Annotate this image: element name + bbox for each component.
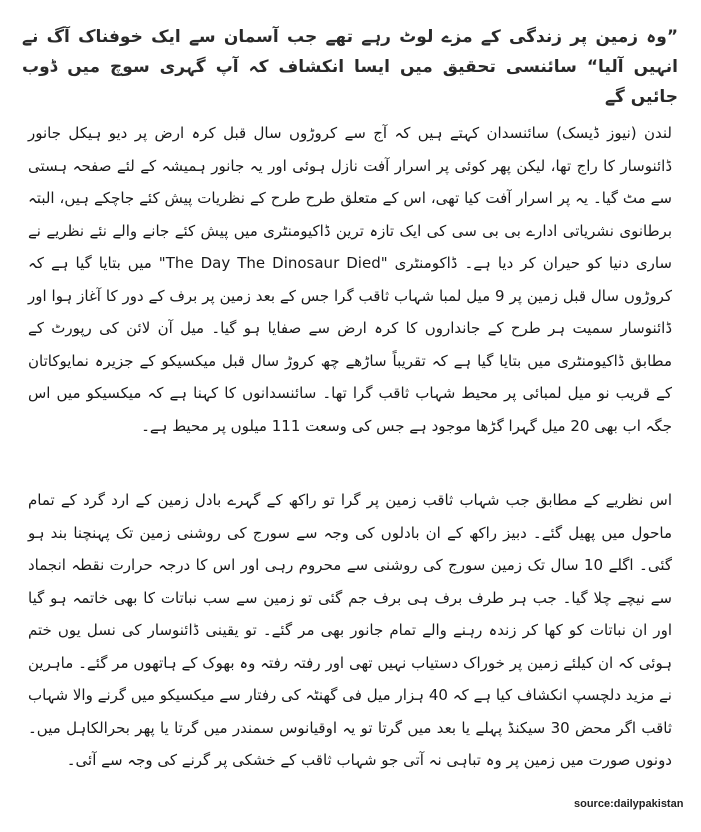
source-credit: source:dailypakistan <box>574 798 684 810</box>
article-paragraph-1: لندن (نیوز ڈیسک) سائنسدان کہتے ہیں کہ آج سے کروڑوں سال قبل کرہ ارض پر دیو ہیکل جانور ڈائنوسار کا راج تھا، لیکن پھر کوئی پر اسرار آفت نازل ہوئی اور یہ جانور ہمیشہ کے لئے صفحہ ہستی سے مٹ گیا۔ یہ پر اسرار آفت کیا تھی، اس کے متعلق طرح طرح کے نظریات پیش کئے جاچکے ہیں، البتہ برطانوی نشریاتی ادارے بی بی سی کی ایک تازہ ترین ڈاکیومنٹری میں پیش کئے جانے والے نئے نظریے نے ساری دنیا کو حیران کر دیا ہے۔ ڈاکومنٹری "The Day The Dinosaur Died" میں بتایا گیا ہے کہ کروڑوں سال قبل زمین پر 9 میل لمبا شہاب ثاقب گرا جس کے بعد زمین پر برف کے دور کا آغاز ہوا اور ڈائنوسار سمیت ہر طرح کے جانداروں کا کرہ ارض سے صفایا ہو گیا۔ میل آن لائن کی رپورٹ کے مطابق ڈاکیومنٹری میں بتایا گیا ہے کہ تقریباً ساڑھے چھ کروڑ سال قبل میکسیکو کے جزیرہ نمایوکاتان کے قریب نو میل لمبائی پر محیط شہاب ثاقب گرا تھا۔ سائنسدانوں کا کہنا ہے کہ میکسیکو میں اس جگہ اب بھی 20 میل گہرا گڑھا موجود ہے جس کی وسعت 111 میلوں پر محیط ہے۔ <box>28 124 672 435</box>
article-headline: ”وہ زمین پر زندگی کے مزے لوٹ رہے تھے جب آسمان سے ایک خوفناک آگ نے انہیں آلیا“ سائنسی تحقیق میں ایسا انکشاف کہ آپ گہری سوچ میں ڈوب جائیں گے <box>22 27 678 107</box>
article-paragraph-2: اس نظریے کے مطابق جب شہاب ثاقب زمین پر گرا تو راکھ کے گہرے بادل زمین کے ارد گرد کے تمام ماحول میں پھیل گئے۔ دبیز راکھ کے ان بادلوں کی وجہ سے سورج کی روشنی زمین تک پہنچنا بند ہو گئی۔ اگلے 10 سال تک زمین سورج کی روشنی سے محروم رہی اور اس کا درجہ حرارت نقطہ انجماد سے نیچے چلا گیا۔ جب ہر طرف برف ہی برف جم گئی تو زمین سے سب نباتات کا بھی خاتمہ ہو گیا اور ان نباتات کو کھا کر زندہ رہنے والے تمام جانور بھی مر گئے۔ تو یقینی ڈائنوسار کی نسل یوں ختم ہوئی کہ ان کیلئے زمین پر خوراک دستیاب نہیں تھی اور رفتہ رفتہ وہ بھوک کے ہاتھوں مر گئے۔ ماہرین نے مزید دلچسپ انکشاف کیا ہے کہ 40 ہزار میل فی گھنٹہ کی رفتار سے میکسیکو میں گرنے والا شہاب ثاقب اگر محض 30 سیکنڈ پہلے یا بعد میں گرتا تو یہ اوقیانوس سمندر میں گرتا یا پھر بحرالکاہل میں۔ دونوں صورت میں زمین پر وہ تباہی نہ آتی جو شہاب ثاقب کے خشکی پر گرنے کی وجہ سے آئی۔ <box>28 491 672 769</box>
